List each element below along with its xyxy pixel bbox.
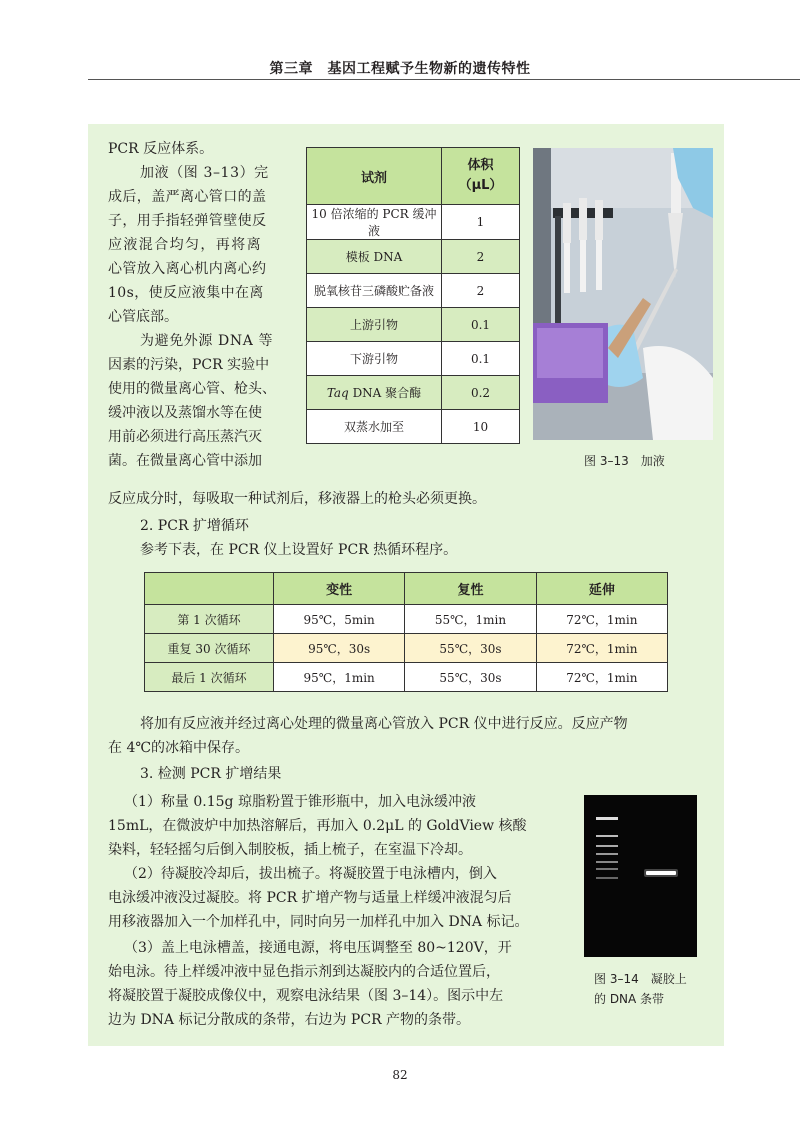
header-rule [88,79,800,80]
gel-illustration [584,795,697,957]
body-line: 使用的微量离心管、枪头、 [108,381,276,397]
cell: 72℃，1min [536,663,667,692]
volume-cell: 0.2 [442,376,520,410]
figure-caption: 的 DNA 条带 [594,992,665,1006]
body-line: 将凝胶置于凝胶成像仪中，观察电泳结果（图 3–14）。图示中左 [108,988,504,1004]
cell: 95℃，1min [274,663,405,692]
row-label: 最后 1 次循环 [145,663,274,692]
body-line: 反应成分时，每吸取一种试剂后，移液器上的枪头必须更换。 [108,491,486,507]
volume-cell: 0.1 [442,342,520,376]
pipetting-illustration [533,148,713,440]
body-line: 为避免外源 DNA 等 [140,333,274,349]
table-row [307,205,520,240]
cell: 72℃，1min [536,605,667,634]
col-header-reagent: 试剂 [307,148,442,205]
table-row [145,663,668,692]
reagent-table [306,147,520,444]
body-line: 染料，轻轻摇匀后倒入制胶板，插上梳子，在室温下冷却。 [108,842,472,858]
figure-caption: 图 3–13 加液 [584,454,665,468]
body-line: 用移液器加入一个加样孔中，同时向另一加样孔中加入 DNA 标记。 [108,914,529,930]
figure-caption: 图 3–14 凝胶上 [594,972,687,986]
table-row [307,240,520,274]
body-line: （2）待凝胶冷却后，拔出梳子。将凝胶置于电泳槽内，倒入 [124,866,497,882]
volume-cell: 2 [442,240,520,274]
body-line: 心管放入离心机内离心约 [108,261,267,277]
section-heading: 2. PCR 扩增循环 [140,518,249,534]
table-header-row [307,148,520,205]
body-line: 因素的污染，PCR 实验中 [108,357,270,373]
volume-cell: 1 [442,205,520,240]
col-header-extend: 延伸 [536,573,667,605]
reagent-cell: 下游引物 [307,342,442,376]
body-line: 菌。在微量离心管中添加 [108,453,262,469]
reagent-cell: 脱氧核苷三磷酸贮备液 [307,274,442,308]
reagent-cell: 模板 DNA [307,240,442,274]
body-line: 15mL，在微波炉中加热溶解后，再加入 0.2μL 的 GoldView 核酸 [108,818,527,834]
reagent-cell: 上游引物 [307,308,442,342]
cell: 55℃，30s [405,634,536,663]
body-line: 将加有反应液并经过离心处理的微量离心管放入 PCR 仪中进行反应。反应产物 [140,716,628,732]
reagent-cell: 10 倍浓缩的 PCR 缓冲液 [307,205,442,240]
reagent-cell: Taq DNA 聚合酶 [307,376,442,410]
body-line: 边为 DNA 标记分散成的条带，右边为 PCR 产物的条带。 [108,1012,471,1028]
col-header-volume: 体积 （μL） [442,148,520,205]
cell: 95℃，30s [274,634,405,663]
col-header-anneal: 复性 [405,573,536,605]
table-row [145,605,668,634]
gel-photo [584,795,697,957]
reagent-cell: 双蒸水加至 [307,410,442,444]
table-row [145,634,668,663]
table-row [307,274,520,308]
body-line: 参考下表，在 PCR 仪上设置好 PCR 热循环程序。 [140,542,458,558]
body-line: 加液（图 3–13）完 [140,165,269,181]
body-line: 在 4℃的冰箱中保存。 [108,740,250,756]
body-line: 用前必须进行高压蒸汽灭 [108,429,262,445]
table-header-row [145,573,668,605]
pcr-cycle-table [144,572,668,692]
body-line: PCR 反应体系。 [108,141,214,157]
body-line: 电泳缓冲液没过凝胶。将 PCR 扩增产物与适量上样缓冲液混匀后 [108,890,512,906]
volume-cell: 2 [442,274,520,308]
body-line: （1）称量 0.15g 琼脂粉置于锥形瓶中，加入电泳缓冲液 [124,794,476,810]
row-label: 重复 30 次循环 [145,634,274,663]
cell: 55℃，1min [405,605,536,634]
body-line: （3）盖上电泳槽盖，接通电源，将电压调整至 80~120V，开 [124,940,512,956]
col-header-empty [145,573,274,605]
col-header-denature: 变性 [274,573,405,605]
table-row [307,342,520,376]
body-line: 始电泳。待上样缓冲液中显色指示剂到达凝胶内的合适位置后， [108,964,500,980]
body-line: 应液混合均匀，再将离 [108,237,262,253]
table-row [307,410,520,444]
body-line: 成后，盖严离心管口的盖 [108,189,267,205]
page-number: 82 [392,1068,408,1082]
table-row [307,308,520,342]
volume-cell: 0.1 [442,308,520,342]
cell: 95℃，5min [274,605,405,634]
body-line: 心管底部。 [108,309,178,325]
body-line: 缓冲液以及蒸馏水等在使 [108,405,262,421]
volume-cell: 10 [442,410,520,444]
cell: 72℃，1min [536,634,667,663]
section-heading: 3. 检测 PCR 扩增结果 [140,766,282,782]
running-header: 第三章 基因工程赋予生物新的遗传特性 [269,61,531,77]
body-line: 10s，使反应液集中在离 [108,285,264,301]
row-label: 第 1 次循环 [145,605,274,634]
cell: 55℃，30s [405,663,536,692]
pipetting-photo [533,148,713,440]
body-line: 子，用手指轻弹管壁使反 [108,213,267,229]
table-row [307,376,520,410]
